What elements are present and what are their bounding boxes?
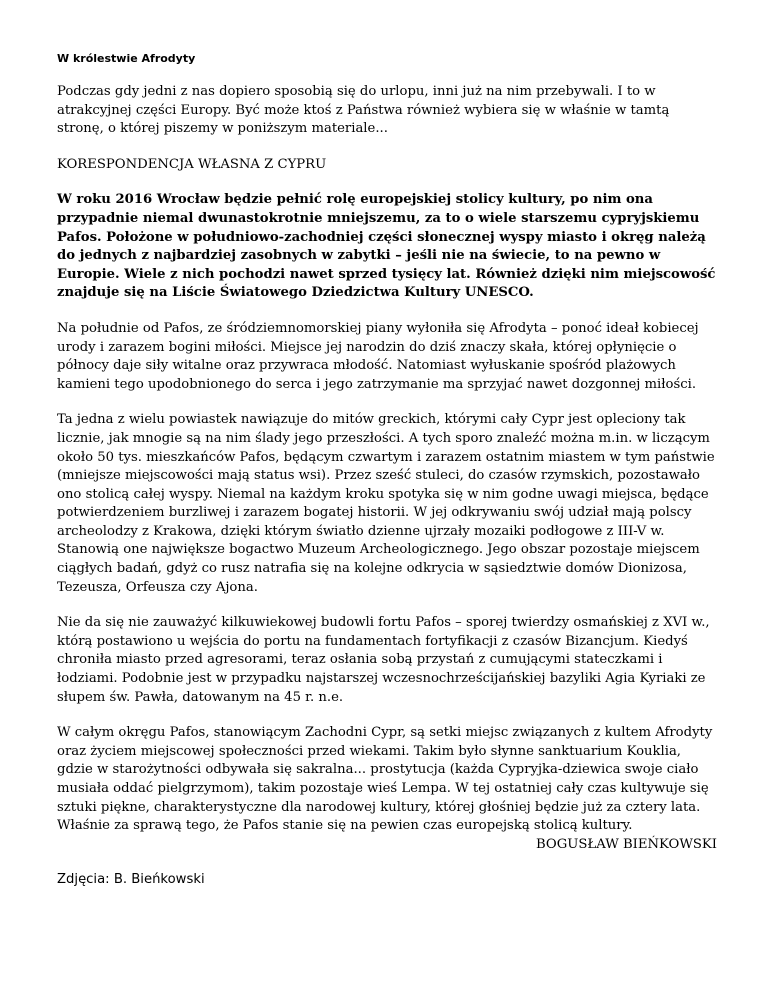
article-paragraph-3: Nie da się nie zauważyć kilkuwiekowej budowli fortu Pafos – sporej twierdzy osmańskiej z XVI w., którą postawiono u wejścia do portu na fundamentach fortyfikacji z czasów Bizancjum. Kiedyś chroniła miasto przed agresorami, teraz osłania sobą przystań z cumującymi stateczkami i łodziami. Podobnie jest w przypadku najstarszej wczesnochrześcijańskiej bazyliki Agia Kyriaki ze słupem św. Pawła, datowanym na 45 r. n.e. [57, 615, 710, 705]
article-paragraph-4: W całym okręgu Pafos, stanowiącym Zachodni Cypr, są setki miejsc związanych z kultem Afrodyty oraz życiem miejscowej społeczności przed wiekami. Takim było słynne sanktuarium Kouklia, gdzie w starożytności odbywała się sakralna... prostytucja (każda Cypryjka-dziewica swoje ciało musiała oddać pielgrzymom), takim pozostaje wieś Lempa. W tej ostatniej cały czas kultywuje się sztuki piękne, charakterystyczne dla narodowej kultury, której głośniej będzie już za cztery lata. Właśnie za sprawą tego, że Pafos stanie się na pewien czas europejską stolicą kultury. [57, 725, 713, 834]
article-paragraph-2: Ta jedna z wielu powiastek nawiązuje do mitów greckich, którymi cały Cypr jest opleciony tak licznie, jak mnogie są na nim ślady jego przeszłości. A tych sporo znaleźć można m.in. w liczącym około 50 tys. mieszkańców Pafos, będącym czwartym i zarazem ostatnim miastem w tym państwie (mniejsze miejscowości mają status wsi). Przez sześć stuleci, do czasów rzymskich, pozostawało ono stolicą całej wyspy. Niemal na każdym kroku spotyka się w nim godne uwagi miejsca, będące potwierdzeniem burzliwej i zarazem bogatej historii. W jej odkrywaniu swój udział mają polscy archeolodzy z Krakowa, dzięki którym światło dzienne ujrzały mozaiki podłogowe z III-V w. Stanowią one największe bogactwo Muzeum Archeologicznego. Jego obszar pozostaje miejscem ciągłych badań, gdyż co rusz natrafia się na kolejne odkrycia w sąsiedztwie domów Dionizosa, Tezeusza, Orfeusza czy Ajona. [57, 412, 715, 595]
author-signature: BOGUSŁAW BIEŃKOWSKI [535, 836, 717, 852]
correspondence-line: KORESPONDENCJA WŁASNA Z CYPRU [57, 156, 327, 172]
article [57, 52, 717, 907]
article-lead: W roku 2016 Wrocław będzie pełnić rolę europejskiej stolicy kultury, po nim ona przypadnie niemal dwunastokrotnie mniejszemu, za to o wiele starszemu cypryjskiemu Pafos. Położone w południowo-zachodniej części słonecznej wyspy miasto i okręg należą do jednych z najbardziej zasobnych w zabytki – jeśli nie na świecie, to na pewno w Europie. Wiele z nich pochodzi nawet sprzed tysięcy lat. Również dzięki nim miejscowość znajduje się na Liście Światowego Dziedzictwa Kultury UNESCO. [57, 192, 716, 301]
article-paragraph-1: Na południe od Pafos, ze śródziemnomorskiej piany wyłoniła się Afrodyta – ponoć ideał kobiecej urody i zarazem bogini miłości. Miejsce jej narodzin do dziś znaczy skała, której opłynięcie o północy daje siły witalne oraz przywraca młodość. Natomiast wyłuskanie spośród plażowych kamieni tego upodobnionego do serca i jego zatrzymanie ma sprzyjać nawet dozgonnej miłości. [57, 320, 699, 392]
photo-credit: Zdjęcia: B. Bieńkowski [57, 872, 205, 888]
article-title: W królestwie Afrodyty [57, 52, 196, 65]
article-intro: Podczas gdy jedni z nas dopiero sposobią się do urlopu, inni już na nim przebywali. I to w atrakcyjnej części Europy. Być może ktoś z Państwa również wybiera się w właśnie w tamtą stronę, o której piszemy w poniższym materiale... [57, 84, 670, 137]
